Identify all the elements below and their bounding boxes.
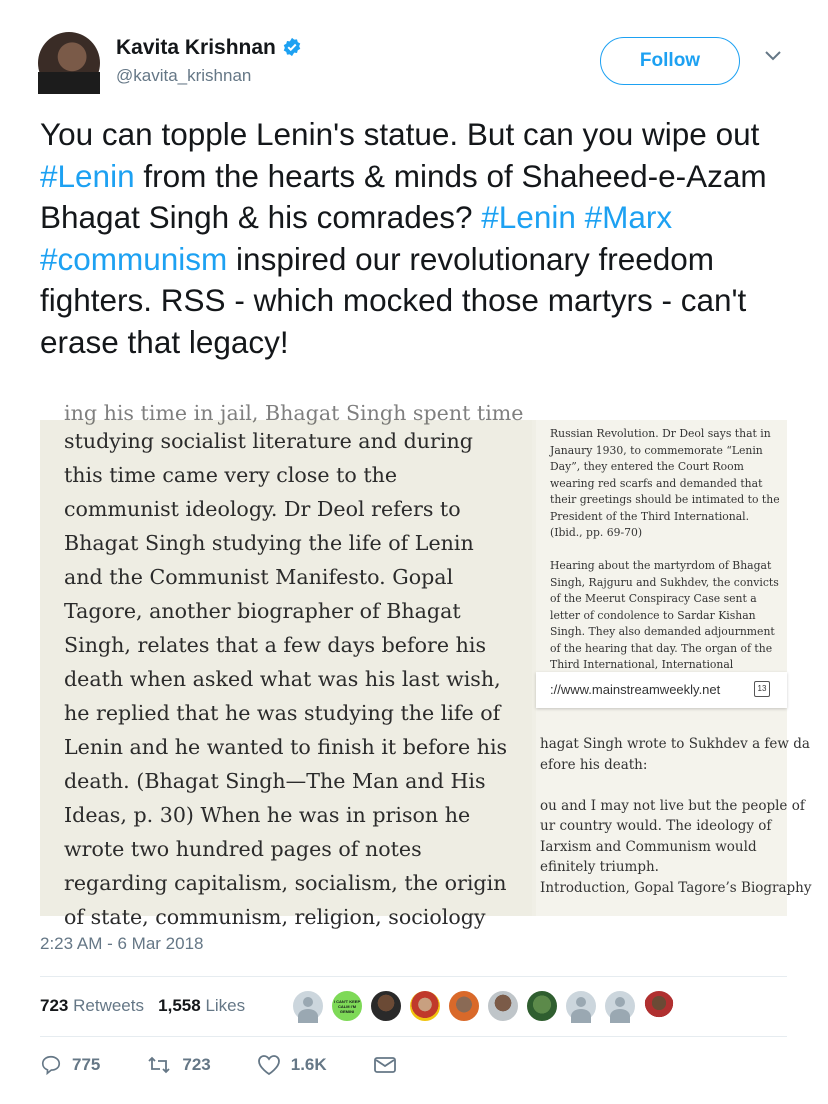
- tweet-timestamp[interactable]: 2:23 AM - 6 Mar 2018: [40, 934, 204, 953]
- hashtag-link[interactable]: #communism: [40, 240, 228, 277]
- book-text-line: Ideas, p. 30) When he was in prison he: [64, 803, 471, 827]
- likes-stat[interactable]: [158, 996, 245, 1015]
- message-action[interactable]: [373, 1055, 407, 1075]
- article-text-line: Iarxism and Communism would: [540, 838, 757, 855]
- book-text: [64, 424, 507, 934]
- book-text-line: of state, communism, religion, sociology: [64, 905, 486, 929]
- hashtag-link[interactable]: #Lenin: [481, 199, 576, 235]
- retweet-icon: [146, 1054, 172, 1076]
- book-text-line: Singh, relates that a few days before his: [64, 633, 487, 657]
- retweets-label: Retweets: [73, 996, 144, 1015]
- tweet-text: [40, 114, 800, 363]
- divider: [40, 976, 787, 977]
- envelope-icon: [373, 1055, 397, 1075]
- liker-avatar[interactable]: [292, 990, 324, 1022]
- article-text-line: their greetings should be intimated to the: [550, 493, 780, 506]
- hashtag-link[interactable]: #Lenin: [40, 157, 135, 194]
- follow-button[interactable]: Follow: [600, 37, 740, 85]
- tweet-actions: [40, 1054, 453, 1076]
- reply-count: 775: [72, 1055, 101, 1074]
- book-page-photo: [40, 401, 532, 929]
- liker-avatar[interactable]: [604, 990, 636, 1022]
- liker-avatar[interactable]: [565, 990, 597, 1022]
- article-text-line: efore his death:: [540, 756, 648, 773]
- article-text-line: hagat Singh wrote to Sukhdev a few da: [540, 736, 810, 752]
- book-text-line: regarding capitalism, socialism, the origin: [64, 871, 507, 895]
- chevron-down-icon[interactable]: [764, 50, 782, 62]
- article-text-line: ou and I may not live but the people of: [540, 797, 805, 814]
- tweet-text-part: You can topple Lenin's statue. But can you wipe out: [40, 116, 760, 152]
- likes-count: 1,558: [158, 996, 201, 1015]
- article-text-line: Singh, Rajguru and Sukhdev, the convicts: [550, 575, 779, 589]
- heart-icon: [257, 1054, 281, 1076]
- retweets-count: 723: [40, 996, 69, 1015]
- retweet-count: 723: [182, 1055, 211, 1074]
- book-text-line: communist ideology. Dr Deol refers to: [64, 497, 461, 521]
- url-text: ://www.mainstreamweekly.net: [550, 682, 721, 697]
- verified-badge-icon: [282, 37, 302, 57]
- browser-url-bar: [536, 672, 787, 708]
- book-partial-line: ing his time in jail, Bhagat Singh spent time: [64, 401, 524, 425]
- book-text-line: this time came very close to the: [64, 463, 398, 487]
- article-text-bottom: [540, 734, 812, 898]
- author-handle[interactable]: @kavita_krishnan: [116, 66, 252, 85]
- article-text-line: Third International, International: [550, 658, 734, 671]
- like-count: 1.6K: [290, 1055, 327, 1074]
- liker-avatar[interactable]: [643, 990, 675, 1022]
- article-screenshot: [536, 420, 812, 916]
- book-text-line: death. (Bhagat Singh—The Man and His: [64, 769, 486, 793]
- article-text-line: ur country would. The ideology of: [540, 818, 772, 834]
- article-text-line: of the Meerut Conspiracy Case sent a: [550, 592, 757, 605]
- article-text-line: Day”, they entered the Court Room: [550, 460, 744, 473]
- author-name-text[interactable]: Kavita Krishnan: [116, 36, 276, 59]
- article-text-line: Russian Revolution. Dr Deol says that in: [550, 427, 771, 440]
- tab-count-icon: 13: [754, 681, 770, 697]
- reply-action[interactable]: [40, 1054, 100, 1076]
- article-text-line: wearing red scarfs and demanded that: [550, 476, 763, 490]
- article-text-line: efinitely triumph.: [540, 859, 659, 875]
- article-text-top: [550, 426, 785, 674]
- likes-label: Likes: [205, 996, 246, 1015]
- tweet-text-part: inspired our revolutionary freedom fighters. RSS - which mocked those martyrs - can't erase that legacy!: [40, 240, 747, 360]
- hashtag-link[interactable]: #Marx: [584, 199, 673, 235]
- article-text-line: Singh. They also demanded adjournment: [550, 625, 775, 638]
- divider: [40, 1036, 787, 1037]
- liker-avatar[interactable]: [526, 990, 558, 1022]
- book-text-line: Tagore, another biographer of Bhagat: [64, 599, 461, 623]
- author-avatar[interactable]: [38, 32, 100, 94]
- book-text-line: Lenin and he wanted to finish it before his: [64, 735, 508, 759]
- retweet-action[interactable]: [146, 1054, 210, 1076]
- article-text-line: Hearing about the martyrdom of Bhagat: [550, 559, 772, 572]
- tweet-text-part: from the hearts & minds of Shaheed-e-Azam Bhagat Singh & his comrades?: [40, 157, 767, 235]
- book-text-line: death when asked what was his last wish,: [64, 667, 501, 691]
- liker-avatar[interactable]: [448, 990, 480, 1022]
- reply-icon: [40, 1054, 62, 1076]
- likers-avatars: [292, 990, 682, 1022]
- book-text-line: studying socialist literature and during: [64, 429, 473, 453]
- article-text-line: (Ibid., pp. 69-70): [550, 526, 643, 539]
- author-name[interactable]: [116, 36, 302, 60]
- liker-avatar[interactable]: [409, 990, 441, 1022]
- liker-avatar[interactable]: [487, 990, 519, 1022]
- article-text-line: President of the Third International.: [550, 509, 750, 523]
- book-text-line: and the Communist Manifesto. Gopal: [64, 565, 454, 589]
- retweets-stat[interactable]: [40, 996, 144, 1015]
- book-text-line: wrote two hundred pages of notes: [64, 837, 422, 861]
- book-text-line: he replied that he was studying the life of: [64, 701, 501, 725]
- tweet-media-image[interactable]: [40, 401, 812, 929]
- article-text-line: letter of condolence to Sardar Kishan: [550, 608, 756, 622]
- article-text-line: Janaury 1930, to commemorate “Lenin: [550, 443, 763, 457]
- liker-badge-text: I CAN'T KEEP CALM I'M GEMINI: [333, 998, 361, 1014]
- liker-avatar[interactable]: [370, 990, 402, 1022]
- tweet-stats: [40, 996, 245, 1016]
- article-text-line: Introduction, Gopal Tagore’s Biography: [540, 879, 812, 896]
- article-text-line: [550, 542, 785, 559]
- article-text-line: of the hearing that day. The organ of the: [550, 641, 773, 655]
- like-action[interactable]: [257, 1054, 327, 1076]
- book-text-line: Bhagat Singh studying the life of Lenin: [64, 531, 474, 555]
- liker-avatar[interactable]: [331, 990, 363, 1022]
- article-text-line: [540, 775, 787, 796]
